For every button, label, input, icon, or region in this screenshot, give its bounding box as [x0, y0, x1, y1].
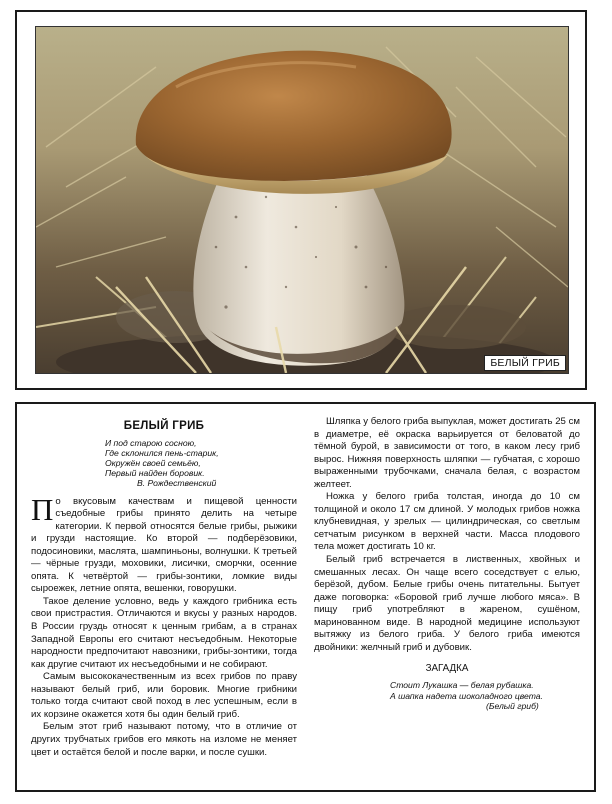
- riddle-line: Стоит Лукашка — белая рубашка.: [390, 679, 534, 690]
- photo-card: [15, 10, 587, 390]
- paragraph: Белый гриб встречается в лиственных, хвойных и смешанных лесах. Он чаще всего соседствует с елью, берёзой, дубом. Белые грибы очень питательны. Бытует даже поговорка: «Боровой гриб лучше любого мяса». В пищу гриб употребляют в жареном, сушёном, маринованном виде. В народной медицине используют вытяжку из белого гриба. У белого гриба имеются двойники: желчный гриб и дубовик.: [314, 554, 580, 653]
- paragraph: [31, 491, 297, 596]
- article-title: БЕЛЫЙ ГРИБ: [123, 420, 205, 432]
- riddle: [390, 680, 580, 712]
- riddle-title: ЗАГАДКА: [425, 663, 469, 675]
- epigraph-line: И под старою сосною,: [105, 437, 197, 448]
- epigraph-author: В. Рождественский: [137, 478, 217, 489]
- photo-caption: БЕЛЫЙ ГРИБ: [484, 355, 566, 371]
- epigraph-line: Окружён своей семьёю,: [105, 457, 201, 468]
- epigraph: [105, 438, 297, 489]
- mushroom-photo: [35, 26, 569, 374]
- paragraph-text: о вкусовым качествам и пищевой ценности съедобные грибы принято делить на четыре категории. К первой относятся белые грибы, рыжики и грузди настоящие. Ко второй — подберёзовики, подосиновики, маслята, шампиньоны, волнушки. К третьей — чёрные грузди, моховики, лисички, сморчки, осенние опята. К четвёртой — грибы-зонтики, ломкие виды сыроежек, летние опята, вешенки, говорушки.: [31, 495, 297, 595]
- text-card: [15, 402, 596, 792]
- paragraph: Ножка у белого гриба толстая, иногда до 10 см толщиной и около 17 см длиной. У молодых грибов ножка клубневидная, у зрелых — цилиндрическая, со светлым сетчатым рисунком в верхней части. Масса плодового тела может достигать 10 кг.: [314, 491, 580, 553]
- epigraph-line: Первый найден боровик.: [105, 468, 205, 479]
- porcini-mushroom-illustration: [36, 27, 568, 373]
- drop-cap: П: [31, 491, 54, 527]
- paragraph: Белым этот гриб называют потому, что в отличие от других трубчатых грибов его мякоть на изломе не меняет цвет и остаётся белой и после варки, и после сушки.: [31, 721, 297, 758]
- paragraph: Самым высококачественным из всех грибов по праву называют белый гриб, или боровик. Многие грибники только тогда считают свой поход в лес успешным, если в их корзине окажется хотя бы один белый гриб.: [31, 671, 297, 720]
- paragraph: Шляпка у белого гриба выпуклая, может достигать 25 см в диаметре, её окраска варьируется от беловатой до тёмной бурой, в зависимости от того, в каком лесу гриб вырос. Нижняя поверхность шляпки — губчатая, с хорошо выраженными трубочками, сначала белая, с возрастом желтеет.: [314, 416, 580, 490]
- riddle-line: А шапка надета шоколадного цвета.: [390, 690, 543, 701]
- paragraph: Такое деление условно, ведь у каждого грибника есть свои пристрастия. Отличаются и вкусы у разных народов. В России груздь относят к ценным грибам, а в странах Западной Европы его считают несъедобным. Некоторые народности предпочитают навозники, грибы-зонтики, тогда как другие считают их несъедобными и не собирают.: [31, 595, 297, 670]
- epigraph-line: Где склонился пень-старик,: [105, 447, 219, 458]
- riddle-answer: (Белый гриб): [486, 701, 539, 712]
- left-column: [31, 416, 297, 759]
- right-column: [314, 416, 580, 712]
